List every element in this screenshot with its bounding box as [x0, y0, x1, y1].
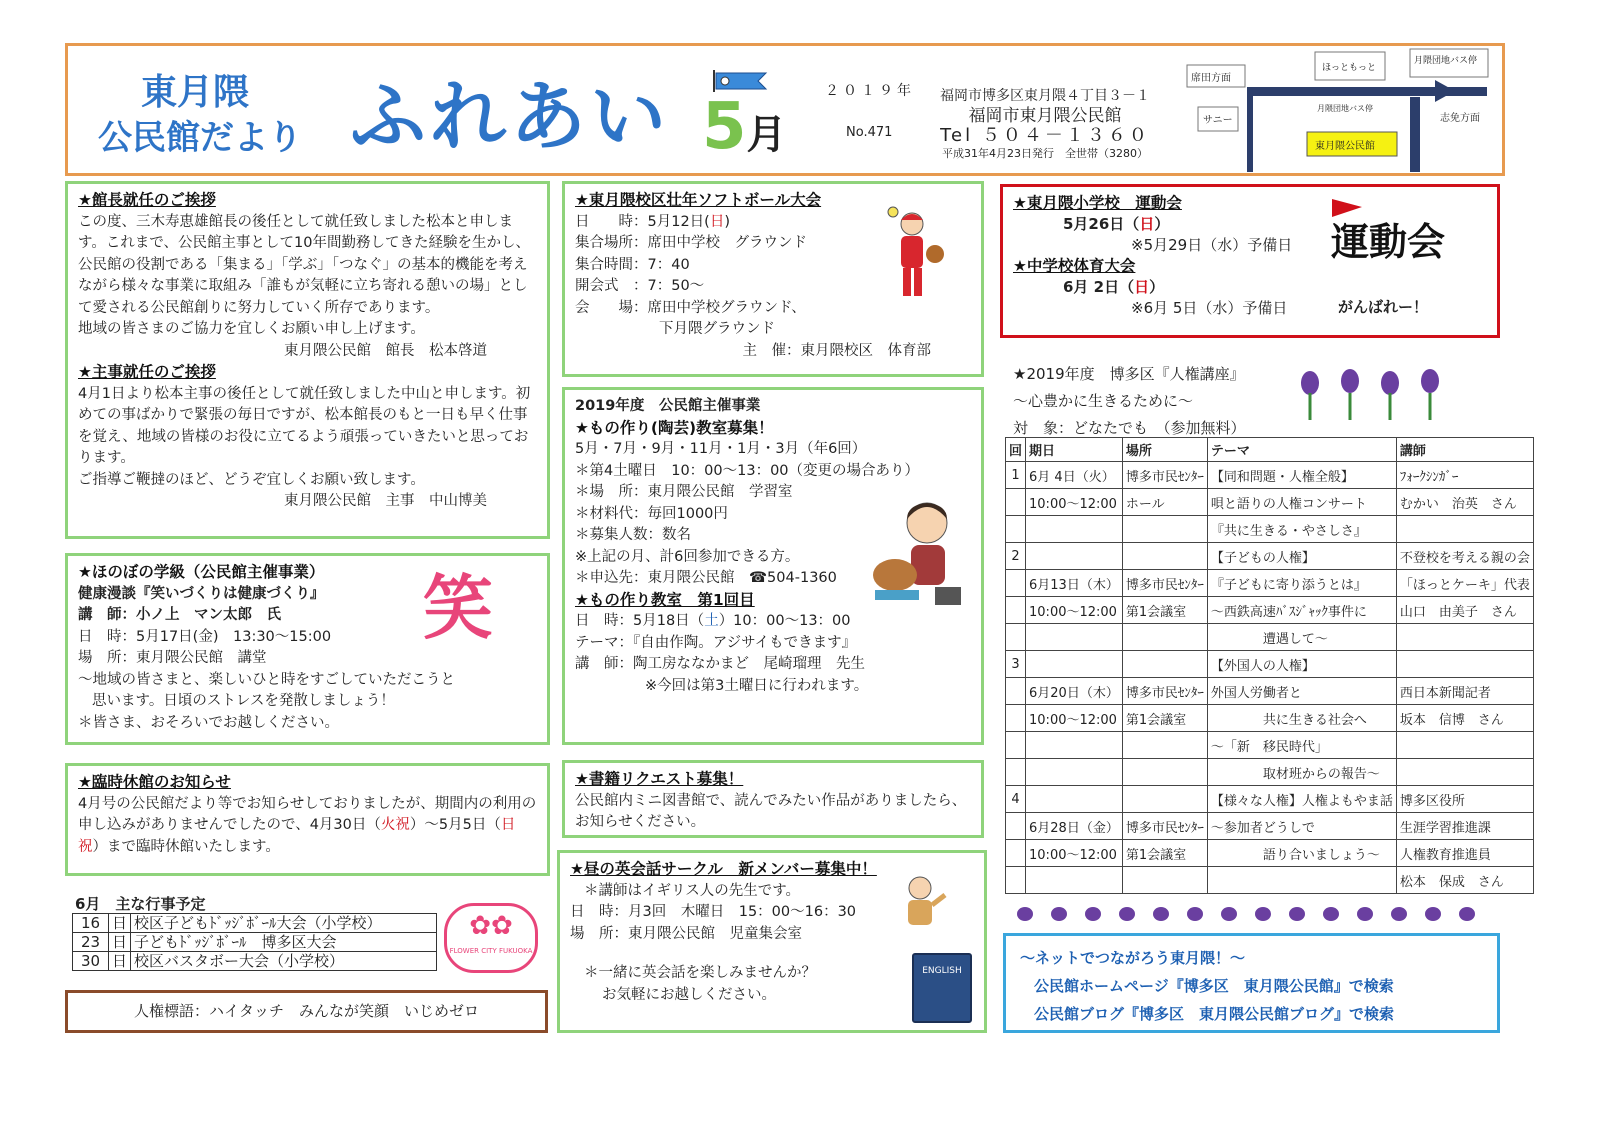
table-cell	[1122, 786, 1207, 813]
iris-mark	[1323, 907, 1339, 921]
closure-body: 4月号の公民館だより等でお知らせしておりましたが、期間内の利用の申し込みがありませんでしたので、4月30日（火祝）～5月5日（日祝）まで臨時休館いたします。	[78, 795, 537, 855]
brand-line-1: 東月隈	[140, 72, 249, 113]
table-cell: 博多市民ｾﾝﾀｰ	[1122, 570, 1207, 597]
honobono-lecturer: 講 師：小ノ上 マン太郎 氏	[78, 607, 281, 623]
softball-gather-place: 集合場所：席田中学校 グラウンド	[575, 235, 807, 251]
table-cell: 生涯学習推進課	[1396, 813, 1533, 840]
table-cell: 松本 保成 さん	[1396, 867, 1533, 894]
table-cell: 遭遇して～	[1207, 624, 1396, 651]
access-map	[1185, 47, 1495, 172]
table-cell	[1006, 516, 1026, 543]
issue-number: No.471	[846, 125, 893, 140]
table-cell	[1122, 624, 1207, 651]
pottery-theme: テーマ：『自由作陶。アジサイもできます』	[575, 634, 857, 651]
table-cell	[1006, 570, 1026, 597]
flower-icon: ✿✿	[469, 911, 513, 941]
iris-mark	[1459, 907, 1475, 921]
flower-city-logo	[444, 903, 538, 973]
greeting-heading-2: ★主事就任のご挨拶	[78, 363, 216, 381]
jinken-sub: ～心豊かに生きるために～	[1013, 392, 1194, 410]
pottery-date: 日 時：5月18日（土）10：00～13：00	[575, 613, 851, 629]
table-row	[1006, 705, 1534, 732]
honobono-desc-3: ＊皆さま、おそろいでお越しください。	[78, 714, 339, 731]
map-label-busstop-top: 月隈団地バス停	[1414, 56, 1478, 66]
greeting-heading: ★館長就任のご挨拶	[78, 191, 216, 209]
table-cell	[1026, 786, 1123, 813]
table-cell	[1006, 732, 1026, 759]
pottery-person-icon	[865, 495, 965, 610]
map-label-hottomotto: ほっともっと	[1322, 63, 1377, 73]
table-cell: 【様々な人権】人権よもやま話	[1207, 786, 1396, 813]
greeting-closing: 地域の皆さまのご協力を宜しくお願い申し上げます。	[78, 321, 425, 337]
softball-opening: 開会式 ：7：50～	[575, 278, 705, 294]
sports-backup-1: ※5月29日（水）予備日	[1131, 236, 1293, 254]
table-cell: 共に生きる社会へ	[1207, 705, 1396, 732]
table-cell	[1026, 543, 1123, 570]
table-cell: むかい 治英 さん	[1396, 489, 1533, 516]
table-cell	[1396, 651, 1533, 678]
english-box	[557, 850, 987, 1033]
table-cell: 唄と語りの人権コンサート	[1207, 489, 1396, 516]
map-label-busstop-mid: 月隈団地バス停	[1317, 104, 1373, 113]
table-cell: 10:00～12:00	[1026, 597, 1123, 624]
table-cell: 博多市民ｾﾝﾀｰ	[1122, 462, 1207, 489]
table-cell: 【外国人の人権】	[1207, 651, 1396, 678]
table-cell: 取材班からの報告～	[1207, 759, 1396, 786]
table-cell: ～西鉄高速ﾊﾞｽｼﾞｬｯｸ事件に	[1207, 597, 1396, 624]
iris-mark	[1051, 907, 1067, 921]
closure-heading: ★臨時休館のお知らせ	[78, 773, 231, 791]
table-cell	[1006, 624, 1026, 651]
koinobori-icon	[712, 70, 772, 92]
pottery-line-1: ＊第4土曜日 10：00～13：00（変更の場合あり）	[575, 462, 920, 479]
iris-mark	[1255, 907, 1271, 921]
issue-year: ２０１９年	[825, 83, 915, 99]
table-cell: 第1会議室	[1122, 705, 1207, 732]
table-row	[1006, 786, 1534, 813]
map-label-sunny: サニー	[1203, 115, 1233, 126]
sports-heading-2: ★中学校体育大会	[1013, 257, 1136, 275]
iris-mark	[1085, 907, 1101, 921]
sports-logo: 運動会	[1331, 220, 1446, 264]
table-cell	[1122, 759, 1207, 786]
table-cell: 3	[1006, 651, 1026, 678]
english-line-2: 日 時：月3回 木曜日 15：00～16：30	[570, 904, 857, 920]
softball-box	[562, 181, 984, 377]
table-row	[1006, 462, 1534, 489]
pottery-heading: ★もの作り(陶芸)教室募集！	[575, 418, 774, 437]
table-cell: 2	[1006, 543, 1026, 570]
table-cell: 10:00～12:00	[1026, 705, 1123, 732]
table-cell: 人権教育推進員	[1396, 840, 1533, 867]
table-cell: 【子どもの人権】	[1207, 543, 1396, 570]
greeting-closing-2: ご指導ご鞭撻のほど、どうぞ宜しくお願い致します。	[78, 471, 425, 488]
pottery-line-4: ＊募集人数：数名	[575, 527, 691, 543]
english-heading: ★昼の英会話サークル 新メンバー募集中！	[570, 860, 877, 878]
greeting-body-2: 4月1日より松本主事の後任として就任致しました中山と申します。初めての事ばかりで緊張の毎日ですが、松本館長のもと一日も早く仕事を覚え、地域の皆様のお役に立てるよう頑張っていきたいと思っております。	[78, 385, 531, 466]
table-row	[1006, 597, 1534, 624]
table-cell	[1006, 759, 1026, 786]
pottery-heading-2: ★もの作り教室 第1回目	[575, 590, 755, 609]
table-cell	[1026, 624, 1123, 651]
table-cell: 第1会議室	[1122, 597, 1207, 624]
table-cell: 『子どもに寄り添うとは』	[1207, 570, 1396, 597]
honobono-subtitle: 健康漫談『笑いづくりは健康づくり』	[78, 585, 325, 602]
table-cell	[1026, 867, 1123, 894]
table-row	[1006, 732, 1534, 759]
iris-border-icon	[1010, 902, 1490, 928]
table-cell: 10:00～12:00	[1026, 489, 1123, 516]
map-label-shime: 志免方面	[1440, 113, 1480, 124]
table-cell	[1396, 732, 1533, 759]
net-box	[1003, 933, 1500, 1033]
brand-line-2: 公民館だより	[98, 118, 302, 158]
table-cell: 語り合いましょう～	[1207, 840, 1396, 867]
books-body: 公民館内ミニ図書館で、読んでみたい作品がありましたら、お知らせください。	[575, 792, 967, 830]
table-cell	[1122, 732, 1207, 759]
flag-icon	[1328, 197, 1368, 221]
table-cell	[1396, 759, 1533, 786]
closure-box	[65, 763, 550, 876]
table-cell	[1122, 651, 1207, 678]
pottery-line-2: ＊場 所：東月隈公民館 学習室	[575, 484, 793, 500]
schedule-table	[72, 913, 437, 971]
sports-cheer: がんばれー！	[1338, 298, 1429, 316]
newsletter-title: ふれあい	[350, 72, 670, 161]
table-cell	[1122, 543, 1207, 570]
table-row	[1006, 543, 1534, 570]
softball-venue-2: 下月隈グラウンド	[659, 321, 775, 337]
pottery-heading-0: 2019年度 公民館主催事業	[575, 398, 761, 414]
softball-gather-time: 集合時間：7：40	[575, 256, 690, 273]
table-cell: 不登校を考える親の会	[1396, 543, 1533, 570]
honobono-date: 日 時：5月17日(金) 13:30～15:00	[78, 628, 332, 645]
table-row	[1006, 516, 1534, 543]
honobono-desc-2: 思います。日頃のストレスを発散しましょう！	[92, 693, 395, 709]
softball-host: 主 催：東月隈校区 体育部	[742, 342, 931, 359]
jinken-target: 対 象：どなたでも （参加無料）	[1013, 419, 1246, 437]
softball-heading: ★東月隈校区壮年ソフトボール大会	[575, 191, 822, 209]
honobono-desc-1: ～地域の皆さまと、楽しいひと時をすごしていただこうと	[78, 671, 455, 688]
iris-mark	[1119, 907, 1135, 921]
table-cell: 『共に生きる・やさしさ』	[1207, 516, 1396, 543]
table-row	[1006, 489, 1534, 516]
greeting-sign-2: 東月隈公民館 主事 中山博美	[284, 493, 487, 509]
greeting-box	[65, 181, 550, 539]
table-cell	[1026, 759, 1123, 786]
hall-name: 福岡市東月隈公民館	[968, 106, 1122, 126]
pottery-months: 5月・7月・9月・11月・1月・3月（年6回）	[575, 441, 867, 457]
net-homepage: 公民館ホームページ『博多区 東月隈公民館』で検索	[1034, 977, 1394, 995]
iris-mark	[1187, 907, 1203, 921]
table-row	[1006, 624, 1534, 651]
table-cell	[1396, 624, 1533, 651]
hall-address-block	[925, 87, 1165, 163]
table-row	[1006, 678, 1534, 705]
map-label-hall: 東月隈公民館	[1315, 141, 1375, 152]
closure-holiday-2: 日祝	[78, 817, 516, 855]
table-cell	[1006, 840, 1026, 867]
table-cell: 第1会議室	[1122, 840, 1207, 867]
table-cell	[1122, 516, 1207, 543]
iris-mark	[1425, 907, 1441, 921]
english-book-icon: ENGLISH	[912, 953, 972, 1023]
table-cell: 4	[1006, 786, 1026, 813]
table-cell	[1026, 732, 1123, 759]
english-line-1: ＊講師はイギリス人の先生です。	[584, 882, 801, 899]
pottery-note: ※今回は第3土曜日に行われます。	[645, 677, 869, 694]
pottery-box	[562, 387, 984, 745]
table-cell: 6月13日（木）	[1026, 570, 1123, 597]
pottery-lecturer: 講 師：陶工房ななかまど 尾崎瑠理 先生	[575, 656, 865, 672]
closure-holiday-1: 火祝	[380, 817, 410, 833]
table-row	[1006, 759, 1534, 786]
table-cell: 西日本新聞記者	[1396, 678, 1533, 705]
table-cell: 6月 4日（火）	[1026, 462, 1123, 489]
hall-tel: Tel ５０４－１３６０	[940, 125, 1150, 146]
table-cell: 博多市民ｾﾝﾀｰ	[1122, 813, 1207, 840]
pottery-line-5: ※上記の月、計6回参加できる方。	[575, 548, 800, 565]
laugh-emblem: 笑	[423, 567, 493, 649]
sports-backup-2: ※6月 5日（水）予備日	[1131, 299, 1288, 317]
table-row	[1006, 813, 1534, 840]
table-cell: 【同和問題・人権全般】	[1207, 462, 1396, 489]
table-cell	[1006, 867, 1026, 894]
table-cell: ～「新 移民時代」	[1207, 732, 1396, 759]
softball-player-icon	[877, 206, 947, 306]
table-cell	[1207, 867, 1396, 894]
table-row	[1006, 651, 1534, 678]
iris-flowers-icon	[1295, 365, 1460, 420]
honobono-heading: ★ほのぼの学級（公民館主催事業）	[78, 563, 325, 581]
table-row: 30 日 校区バスタボー大会（小学校）	[73, 952, 437, 971]
table-cell	[1006, 597, 1026, 624]
net-blog: 公民館ブログ『博多区 東月隈公民館ブログ』で検索	[1034, 1005, 1395, 1023]
sports-box	[1000, 184, 1500, 338]
honobono-box	[65, 553, 550, 745]
table-row	[1006, 867, 1534, 894]
jinken-heading: ★2019年度 博多区『人権講座』	[1013, 365, 1245, 383]
english-line-4: ＊一緒に英会話を楽しみませんか？	[584, 965, 816, 981]
greeting-body: この度、三木寿恵雄館長の後任として就任致しました松本と申します。これまで、公民館主事として10年間勤務してきた経験を生かし、公民館の役割である「集まる」「学ぶ」「つなぐ」の基本的機能を考えながら様々な事業に取組み「誰もが気軽に立ち寄れる憩いの場」として愛される公民館創りに努力していく所存であります。	[78, 213, 530, 316]
iris-mark	[1357, 907, 1373, 921]
net-heading: ～ネットでつながろう東月隈！～	[1020, 949, 1246, 967]
iris-mark	[1017, 907, 1033, 921]
softball-date: 日 時：5月12日(日)	[575, 213, 731, 230]
table-cell: 10:00～12:00	[1026, 840, 1123, 867]
table-cell: 6月28日（金）	[1026, 813, 1123, 840]
jinken-table	[1005, 437, 1534, 894]
table-cell: ～参加者どうしで	[1207, 813, 1396, 840]
table-cell: 博多市民ｾﾝﾀｰ	[1122, 678, 1207, 705]
table-cell: 1	[1006, 462, 1026, 489]
table-cell: ホール	[1122, 489, 1207, 516]
table-cell: 坂本 信博 さん	[1396, 705, 1533, 732]
table-row: 23 日 子どもﾄﾞｯｼﾞﾎﾞｰﾙ 博多区大会	[73, 933, 437, 952]
table-row: 16 日 校区子どもﾄﾞｯｼﾞﾎﾞｰﾙ大会（小学校）	[73, 914, 437, 933]
table-cell: 6月20日（木）	[1026, 678, 1123, 705]
table-cell	[1026, 651, 1123, 678]
issue-month: 5月	[702, 90, 787, 164]
pottery-line-3: ＊材料代：毎回1000円	[575, 505, 728, 522]
table-row	[1006, 570, 1534, 597]
iris-mark	[1391, 907, 1407, 921]
teacher-icon	[890, 873, 950, 933]
sports-date-2: 6月 2日（日）	[1063, 278, 1165, 296]
pottery-line-6: ＊申込先：東月隈公民館 ☎504-1360	[575, 570, 837, 586]
books-box	[562, 760, 984, 838]
table-cell: 山口 由美子 さん	[1396, 597, 1533, 624]
table-cell: 博多区役所	[1396, 786, 1533, 813]
table-cell: 外国人労働者と	[1207, 678, 1396, 705]
slogan-box: 人権標語：ハイタッチ みんなが笑顔 いじめゼロ	[65, 990, 548, 1033]
table-cell	[1006, 489, 1026, 516]
iris-mark	[1289, 907, 1305, 921]
softball-venue-1: 会 場：席田中学校グラウンド、	[575, 299, 806, 316]
table-cell	[1006, 705, 1026, 732]
sports-heading-1: ★東月隈小学校 運動会	[1013, 194, 1182, 212]
table-cell	[1006, 678, 1026, 705]
flower-city-logo-text: FLOWER CITY FUKUOKA	[449, 947, 533, 955]
hall-address: 福岡市博多区東月隈４丁目３－１	[940, 88, 1150, 104]
iris-mark	[1153, 907, 1169, 921]
issue-date: 平成31年4月23日発行 全世帯（3280）	[942, 147, 1148, 160]
schedule-title: 6月 主な行事予定	[75, 895, 206, 913]
table-cell	[1122, 867, 1207, 894]
english-line-3: 場 所：東月隈公民館 児童集会室	[570, 925, 802, 942]
table-cell	[1006, 813, 1026, 840]
map-label-mushiroda: 席田方面	[1191, 73, 1231, 84]
table-row	[1006, 840, 1534, 867]
books-heading: ★書籍リクエスト募集！	[575, 770, 744, 788]
table-cell	[1396, 516, 1533, 543]
english-line-5: お気軽にお越しください。	[602, 986, 776, 1003]
honobono-place: 場 所：東月隈公民館 講堂	[78, 650, 267, 666]
table-cell: 「ほっとケーキ」代表	[1396, 570, 1533, 597]
table-header-row: 回 期日 場所 テーマ 講師	[1006, 438, 1534, 462]
sports-date-1: 5月26日（日）	[1063, 215, 1170, 233]
greeting-sign: 東月隈公民館 館長 松本啓道	[284, 342, 487, 359]
table-cell: ﾌｫｰｸｼﾝｶﾞｰ	[1396, 462, 1533, 489]
iris-mark	[1221, 907, 1237, 921]
jinken-header	[1013, 361, 1313, 442]
table-cell	[1026, 516, 1123, 543]
